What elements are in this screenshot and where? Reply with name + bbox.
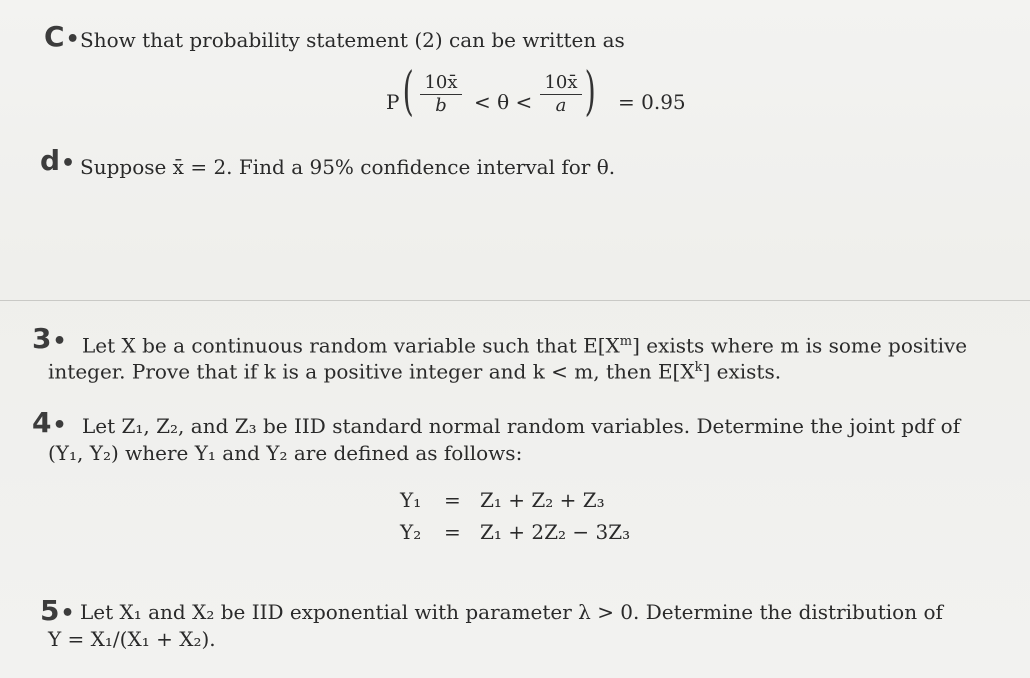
problem-4-line-1: Let Z₁, Z₂, and Z₃ be IID standard normal random variables. Determine the joint pdf of [82,414,961,438]
right-paren: ) [584,62,596,122]
equation-y1-lhs: Y₁ [400,488,422,512]
problem-5-line-2: Y = X₁/(X₁ + X₂). [48,627,216,651]
problem-5-marker: 5• [40,594,75,627]
problem-d-text: Suppose x̄ = 2. Find a 95% confidence interval for θ. [80,155,616,179]
fraction-1-denominator: b [435,95,447,116]
fraction-1 [420,72,462,117]
left-paren: ( [402,62,414,122]
problem-c-marker: C• [44,20,80,53]
equation-rhs: = 0.95 [618,90,686,114]
problem-4-marker: 4• [32,406,67,439]
equation-p: P [386,90,400,114]
problem-5-line-1: Let X₁ and X₂ be IID exponential with parameter λ > 0. Determine the distribution of [80,600,943,624]
fraction-1-numerator: 10x̄ [420,72,462,95]
problem-4-line-2: (Y₁, Y₂) where Y₁ and Y₂ are defined as follows: [48,441,523,465]
equation-y2-rhs: Z₁ + 2Z₂ − 3Z₃ [480,520,631,544]
equation-y2-sign: = [444,520,461,544]
section-divider [0,300,1030,301]
equation-y1-rhs: Z₁ + Z₂ + Z₃ [480,488,605,512]
equation-middle: < θ < [474,90,533,114]
equation-y2-lhs: Y₂ [400,520,422,544]
fraction-2-denominator: a [555,95,567,116]
problem-d-marker: d• [40,144,76,177]
fraction-2 [540,72,582,117]
problem-3-line-1: Let X be a continuous random variable such that $E[X^m]$ exists where m is some positive [82,333,968,358]
problem-3-line-2: integer. Prove that if k is a positive integer and k < m, then $E[X^k]$ exists. [48,359,782,384]
equation-y1-sign: = [444,488,461,512]
fraction-2-numerator: 10x̄ [540,72,582,95]
problem-c-text: Show that probability statement (2) can be written as [80,28,625,52]
problem-3-marker: 3• [32,322,67,355]
